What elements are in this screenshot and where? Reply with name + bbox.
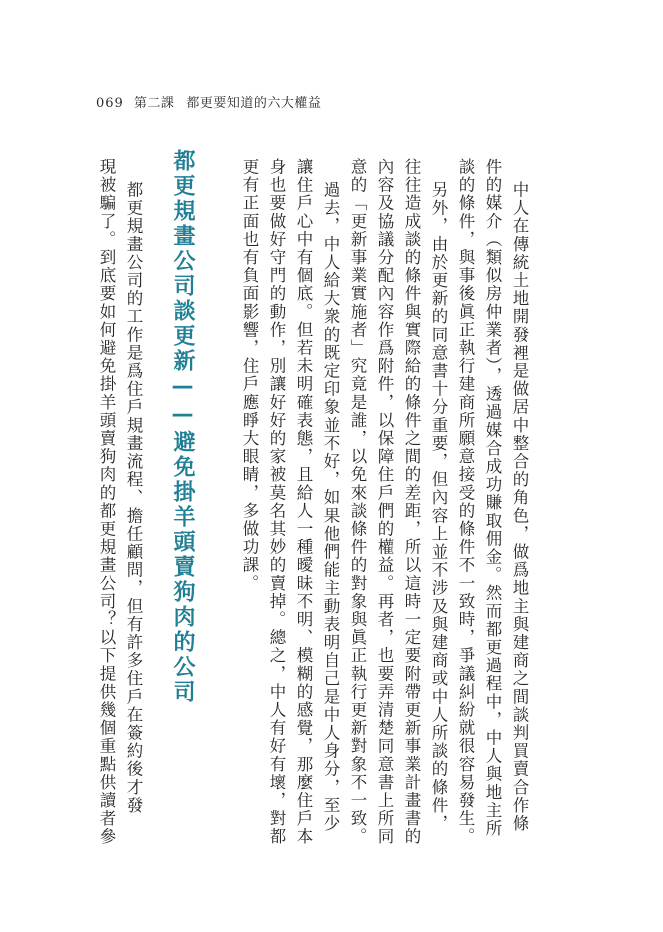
body-line: 讓住戶心中有個底。但若未明確表態，且給人一種曖昧不明、模糊的感覺，那麼住戶本 (294, 158, 313, 846)
page-number: 069 (96, 96, 124, 111)
section-heading: 都更規畫公司談更新——避免掛羊頭賣狗肉的公司 (170, 149, 195, 705)
body-line: 都更規畫公司的工作是爲住戶規畫流程、擔任顧問，但有許多住戶在簽約後才發 (124, 181, 143, 815)
body-line: 內容及協議分配內容作爲附件，以保障住戶們的權益。再者，也要弄清楚同意書上所同 (375, 158, 394, 846)
body-line: 更有正面也有負面影響，住戶應睜大眼睛，多做功課。 (240, 158, 259, 593)
body-line: 中人在傳統土地開發裡是做居中整合的角色，做爲地主與建商之間談判買賣合作條 (510, 181, 529, 833)
body-line: 意的「更新事業實施者」究竟是誰，以免來談條件的對象與眞正執行更新對象不一致。 (348, 158, 367, 846)
lesson-label: 第二課 (133, 96, 175, 111)
body-line: 往往造成談的條件與實際給的條件之間的差距，所以這時一定要附帶更新事業計畫書的 (402, 158, 421, 846)
body-line: 身也要做好守門的動作，別讓好好的家被莫名其妙的賣掉。總之，中人有好有壞，對都 (267, 158, 286, 846)
body-line: 另外，由於更新的同意書十分重要，但內容上並不涉及與建商或中人所談的條件， (429, 181, 448, 833)
body-line: 過去，中人給大衆的既定印象並不好，如果他們能主動表明自己是中人身分，至少 (321, 181, 340, 833)
body-line: 件的媒介（類似房仲業者），透過媒合成功賺取佣金。然而都更過程中，中人與地主所 (483, 158, 502, 838)
chapter-title: 都更要知道的六大權益 (186, 96, 322, 111)
running-head (96, 92, 321, 111)
body-line: 談的條件，與事後眞正執行建商所願意接受的條件不一致時，爭議糾紛就很容易發生。 (456, 158, 475, 846)
body-line: 現被騙了。到底要如何避免掛羊頭賣狗肉的都更規畫公司？以下提供幾個重點供讀者參 (97, 158, 116, 846)
